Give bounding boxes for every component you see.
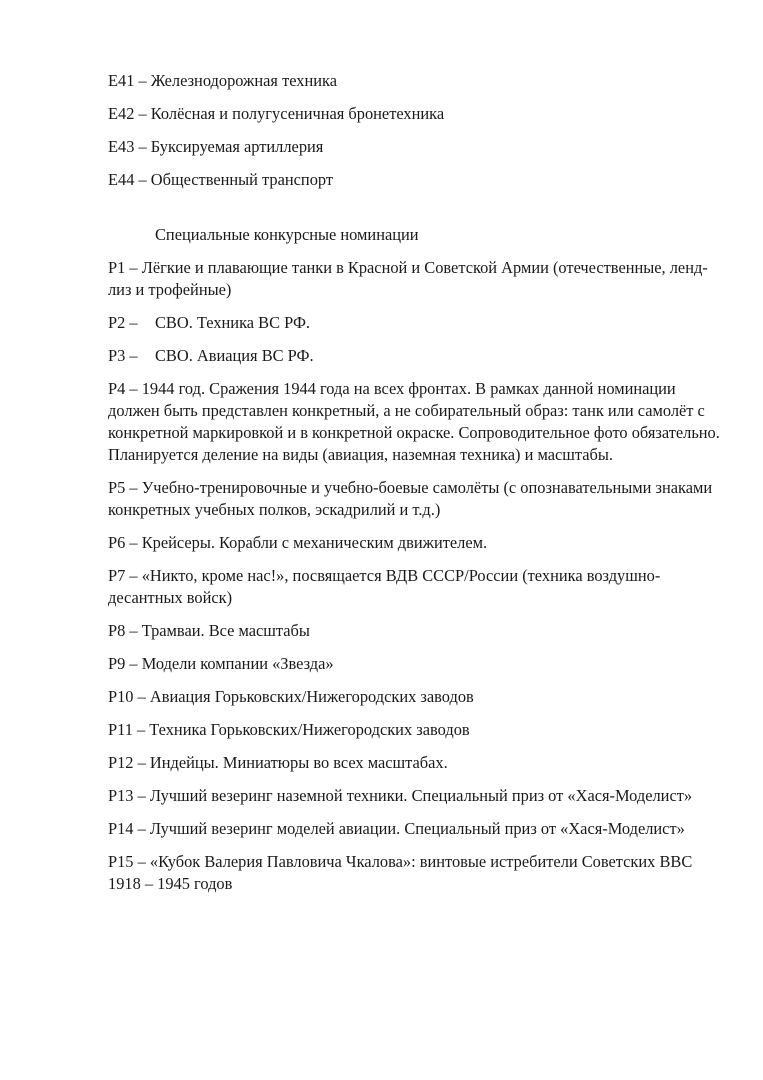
nomination-p9: Р9 – Модели компании «Звезда» <box>108 654 334 673</box>
nomination-p1: Р1 – Лёгкие и плавающие танки в Красной и Советской Армии (отечественные, ленд-лиз и трофейные) <box>108 258 708 299</box>
nomination-p2-code: Р2 – <box>108 313 138 332</box>
nomination-p3-text: СВО. Авиация ВС РФ. <box>155 346 314 365</box>
nomination-p10: Р10 – Авиация Горьковских/Нижегородских заводов <box>108 687 474 706</box>
nomination-e41: Е41 – Железнодорожная техника <box>108 71 338 90</box>
nomination-p12: Р12 – Индейцы. Миниатюры во всех масштабах. <box>108 753 448 772</box>
nomination-p11: Р11 – Техника Горьковских/Нижегородских заводов <box>108 720 470 739</box>
nomination-p6: Р6 – Крейсеры. Корабли с механическим движителем. <box>108 533 488 552</box>
nomination-e44: Е44 – Общественный транспорт <box>108 170 334 189</box>
nomination-p5: Р5 – Учебно-тренировочные и учебно-боевые самолёты (с опознавательными знаками конкретных учебных полков, эскадрилий и т.д.) <box>108 478 713 519</box>
nomination-e43: Е43 – Буксируемая артиллерия <box>108 137 324 156</box>
nomination-p2-text: СВО. Техника ВС РФ. <box>155 313 311 332</box>
nomination-p8: Р8 – Трамваи. Все масштабы <box>108 621 310 640</box>
nomination-p7: Р7 – «Никто, кроме нас!», посвящается ВДВ СССР/России (техника воздушно-десантных войск) <box>108 566 661 607</box>
nomination-p3 <box>108 345 723 367</box>
nomination-p4: Р4 – 1944 год. Сражения 1944 года на всех фронтах. В рамках данной номинации должен быть представлен конкретный, а не собирательный образ: танк или самолёт с конкретной маркировкой и в конкретной окраске. Сопроводительное фото обязательно. Планируется деление на виды (авиация, наземная техника) и масштабы. <box>108 379 720 464</box>
nomination-p2 <box>108 312 723 334</box>
special-nominations-heading: Специальные конкурсные номинации <box>155 225 419 244</box>
nomination-p13: Р13 – Лучший везеринг наземной техники. Специальный приз от «Хася-Моделист» <box>108 786 693 805</box>
nomination-p15: Р15 – «Кубок Валерия Павловича Чкалова»: винтовые истребители Советских ВВС 1918 – 1945 годов <box>108 852 693 893</box>
nomination-p3-code: Р3 – <box>108 346 138 365</box>
document-page <box>108 70 723 906</box>
nomination-e42: Е42 – Колёсная и полугусеничная бронетехника <box>108 104 445 123</box>
nomination-p14: Р14 – Лучший везеринг моделей авиации. Специальный приз от «Хася-Моделист» <box>108 819 685 838</box>
